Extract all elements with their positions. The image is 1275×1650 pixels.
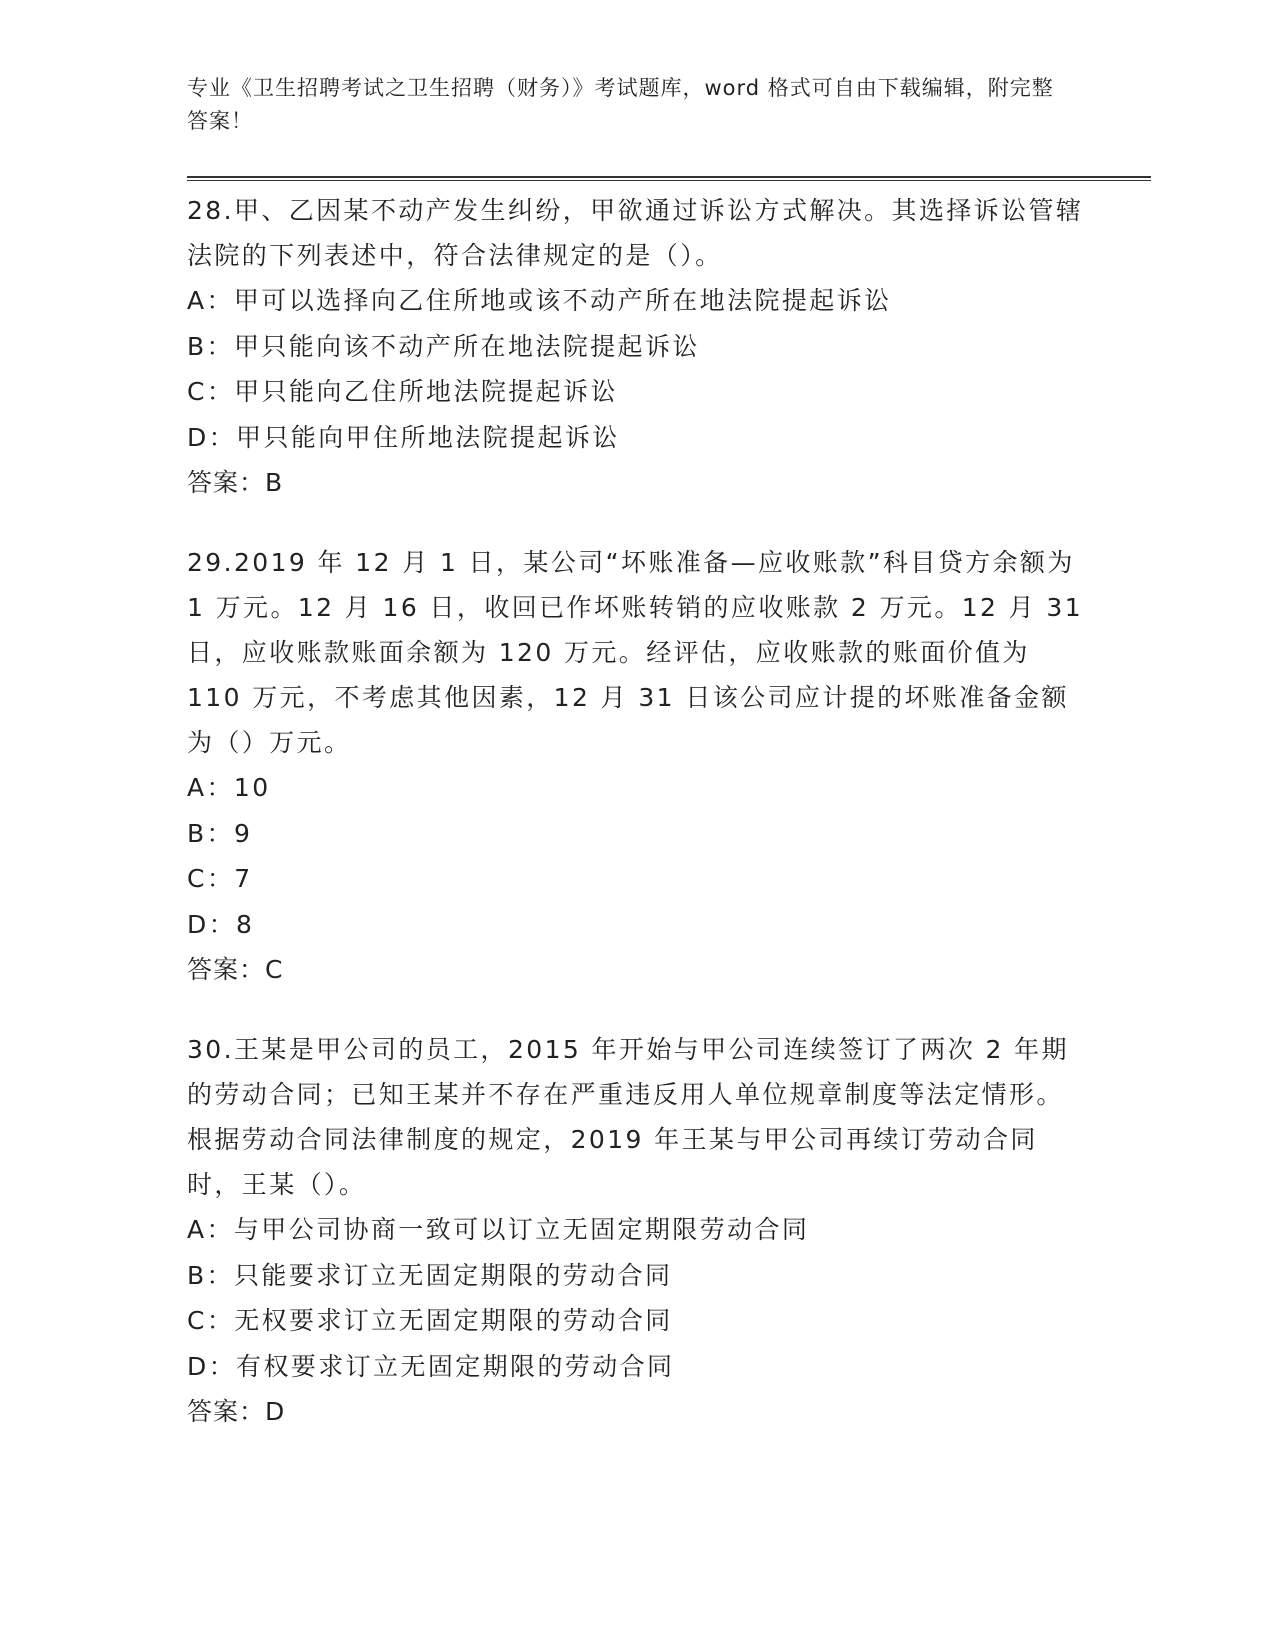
question-30 xyxy=(187,1027,1087,1435)
question-list xyxy=(187,188,1087,1469)
option-c: C：7 xyxy=(187,864,253,893)
option-c: C：甲只能向乙住所地法院提起诉讼 xyxy=(187,377,618,406)
option-d: D：有权要求订立无固定期限的劳动合同 xyxy=(187,1351,675,1381)
question-29 xyxy=(187,540,1087,993)
option-b: B：只能要求订立无固定期限的劳动合同 xyxy=(187,1260,673,1290)
answer-label: 答案：B xyxy=(187,468,284,497)
option-a: A：与甲公司协商一致可以订立无固定期限劳动合同 xyxy=(187,1215,810,1244)
option-b: B：甲只能向该不动产所在地法院提起诉讼 xyxy=(187,331,700,361)
answer-label: 答案：D xyxy=(187,1397,286,1426)
option-d: D：8 xyxy=(187,909,255,939)
question-28 xyxy=(187,188,1087,506)
option-b: B：9 xyxy=(187,818,253,848)
option-a: A：10 xyxy=(187,773,271,802)
question-stem: 30.王某是甲公司的员工，2015 年开始与甲公司连续签订了两次 2 年期的劳动合同；已知王某并不存在严重违反用人单位规章制度等法定情形。根据劳动合同法律制度的规定，2019 年王某与甲公司再续订劳动合同时，王某（）。 xyxy=(187,1035,1069,1199)
option-d: D：甲只能向甲住所地法院提起诉讼 xyxy=(187,422,620,452)
header-divider xyxy=(187,176,1151,181)
document-header-text: 专业《卫生招聘考试之卫生招聘（财务）》考试题库，word 格式可自由下载编辑，附完整答案！ xyxy=(187,76,1054,133)
answer-label: 答案：C xyxy=(187,955,284,984)
question-stem: 28.甲、乙因某不动产发生纠纷，甲欲通过诉讼方式解决。其选择诉讼管辖法院的下列表述中，符合法律规定的是（）。 xyxy=(187,196,1084,270)
question-stem: 29.2019 年 12 月 1 日，某公司“坏账准备—应收账款”科目贷方余额为 1 万元。12 月 16 日，收回已作坏账转销的应收账款 2 万元。12 月 31 日，应收账款账面余额为 120 万元。经评估，应收账款的账面价值为 110 万元，不考虑其他因素，12 月 31 日该公司应计提的坏账准备金额为（）万元。 xyxy=(187,548,1084,757)
option-a: A：甲可以选择向乙住所地或该不动产所在地法院提起诉讼 xyxy=(187,286,892,315)
option-c: C：无权要求订立无固定期限的劳动合同 xyxy=(187,1306,673,1335)
